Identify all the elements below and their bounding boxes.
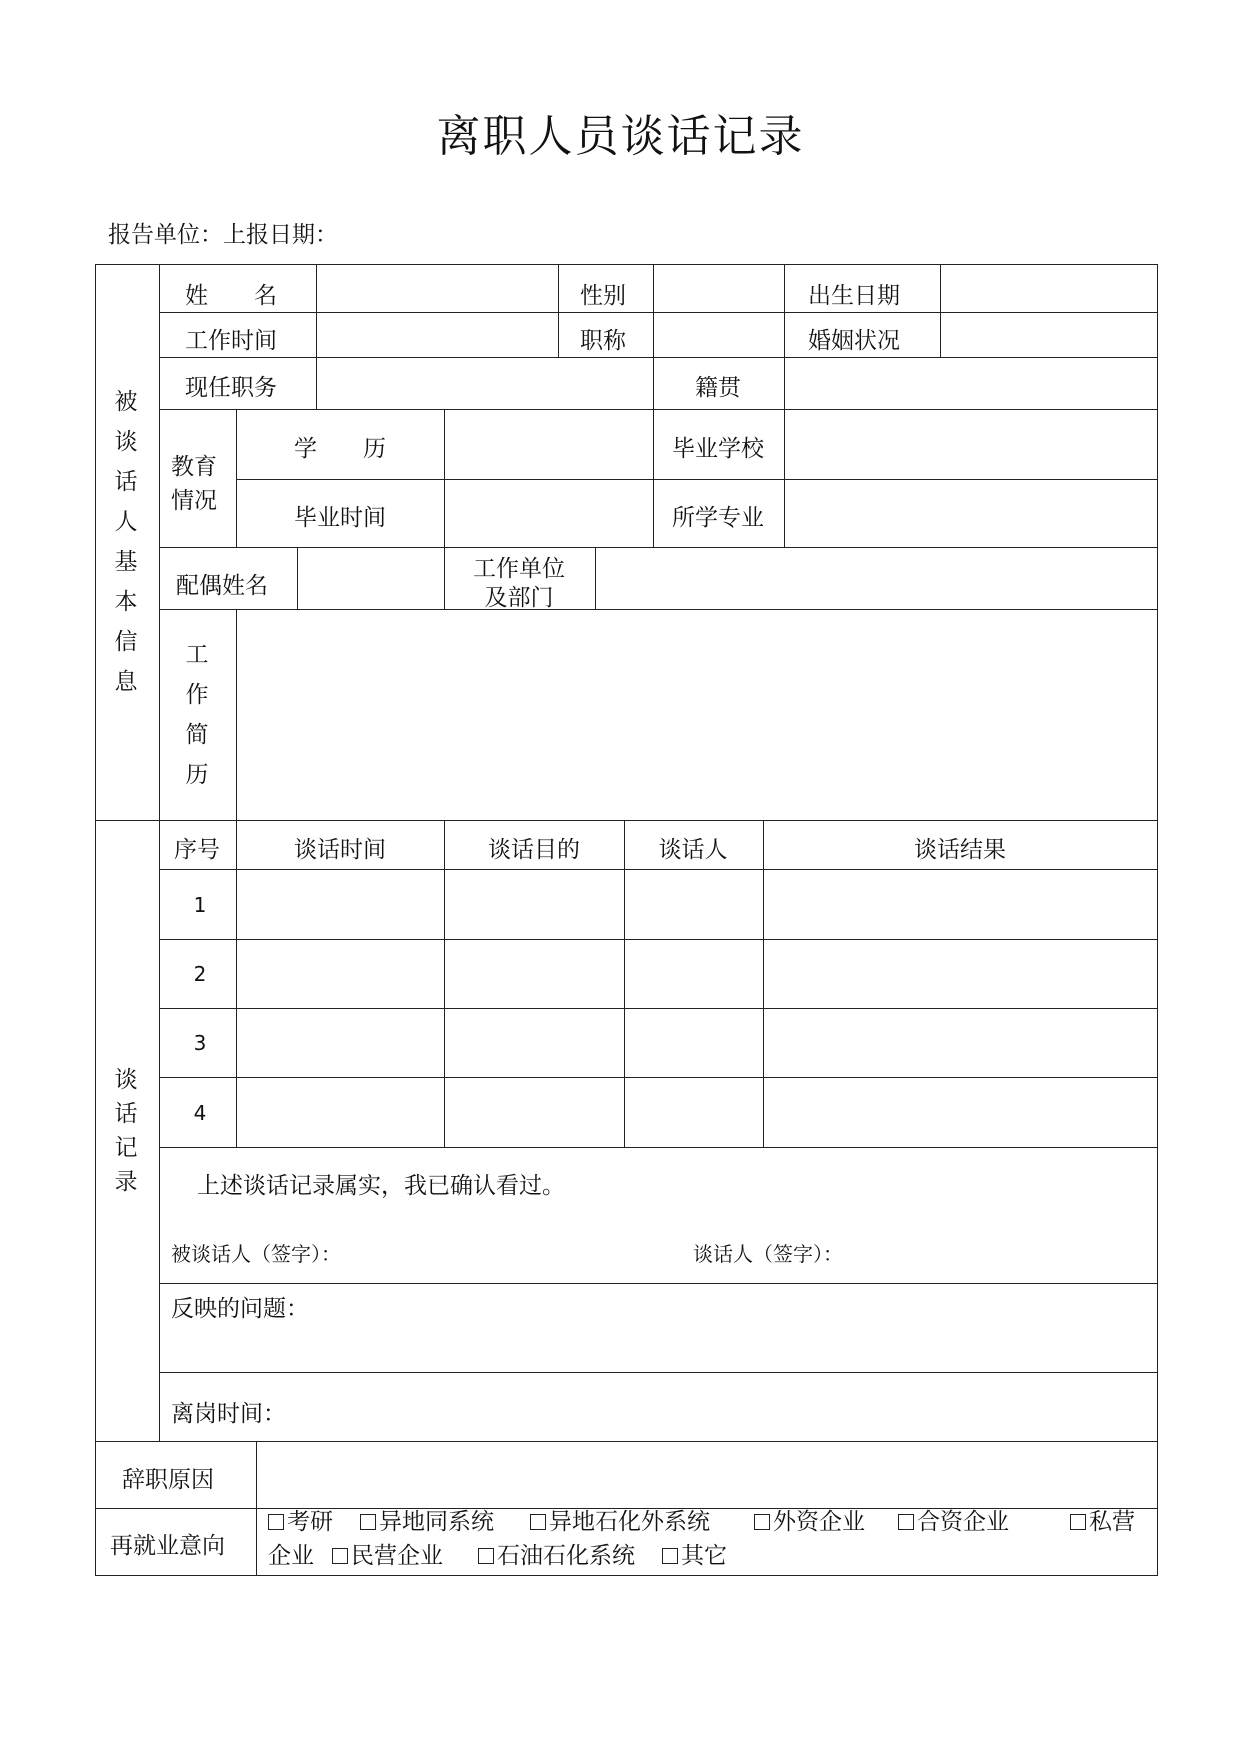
graduation-time-label: 毕业时间 [294, 505, 386, 531]
basic-info-section-label: 被谈话人基本信息 [114, 389, 138, 695]
resume-label: 工作简历 [185, 642, 209, 788]
checkbox-icon[interactable] [662, 1548, 678, 1564]
table-row: 1 [193, 893, 207, 917]
talk-record-section-label: 谈话记录 [114, 1067, 138, 1195]
checkbox-icon[interactable] [332, 1548, 348, 1564]
option-other[interactable]: 其它 [662, 1539, 727, 1573]
degree-label: 学 历 [294, 436, 386, 462]
col-header-seq: 序号 [174, 837, 220, 863]
work-unit-label-line1: 工作单位 [473, 556, 565, 582]
confirm-statement: 上述谈话记录属实，我已确认看过。 [197, 1173, 565, 1199]
option-private-enterprise-continued: 企业 [268, 1543, 314, 1569]
education-label-line2: 情况 [171, 488, 217, 514]
option-civilian-enterprise[interactable]: 民营企业 [332, 1539, 443, 1573]
reemployment-label: 再就业意向 [110, 1533, 225, 1559]
work-unit-label-line2: 及部门 [484, 585, 554, 611]
checkbox-icon[interactable] [1070, 1514, 1086, 1530]
option-private-enterprise[interactable]: 私营 [1070, 1505, 1135, 1539]
col-header-talk-purpose: 谈话目的 [488, 837, 580, 863]
marital-status-label: 婚姻状况 [808, 328, 900, 354]
col-header-talk-time: 谈话时间 [294, 837, 386, 863]
native-place-label: 籍贯 [695, 375, 741, 401]
checkbox-icon[interactable] [360, 1514, 376, 1530]
gender-label: 性别 [580, 283, 626, 309]
option-non-petrochem[interactable]: 异地石化外系统 [530, 1505, 710, 1539]
job-title-label: 职称 [580, 328, 626, 354]
school-label: 毕业学校 [672, 436, 764, 462]
report-header-line: 报告单位：上报日期： [108, 222, 338, 248]
option-kaoyan[interactable]: 考研 [268, 1505, 333, 1539]
resignation-reason-label: 辞职原因 [122, 1467, 214, 1493]
table-row: 3 [193, 1031, 207, 1055]
option-joint-venture[interactable]: 合资企业 [898, 1505, 1009, 1539]
spouse-name-label: 配偶姓名 [176, 573, 268, 599]
checkbox-icon[interactable] [754, 1514, 770, 1530]
table-row: 2 [193, 962, 207, 986]
table-row: 4 [193, 1101, 207, 1125]
issues-label: 反映的问题： [171, 1296, 309, 1322]
checkbox-icon[interactable] [530, 1514, 546, 1530]
education-label-line1: 教育 [171, 454, 217, 480]
checkbox-icon[interactable] [268, 1514, 284, 1530]
col-header-interviewer: 谈话人 [658, 837, 728, 863]
option-petroleum-system[interactable]: 石油石化系统 [478, 1539, 635, 1573]
checkbox-icon[interactable] [478, 1548, 494, 1564]
checkbox-icon[interactable] [898, 1514, 914, 1530]
col-header-talk-result: 谈话结果 [914, 837, 1006, 863]
interviewee-signature-label: 被谈话人（签字）： [171, 1242, 341, 1266]
name-label: 姓 名 [185, 283, 277, 309]
option-foreign-enterprise[interactable]: 外资企业 [754, 1505, 865, 1539]
birth-date-label: 出生日期 [808, 283, 900, 309]
page-title: 离职人员谈话记录 [436, 111, 805, 162]
work-start-label: 工作时间 [185, 328, 277, 354]
current-position-label: 现任职务 [185, 375, 277, 401]
leave-time-label: 离岗时间： [171, 1401, 286, 1427]
major-label: 所学专业 [672, 505, 764, 531]
interviewer-signature-label: 谈话人（签字）： [693, 1242, 843, 1266]
option-same-system[interactable]: 异地同系统 [360, 1505, 494, 1539]
